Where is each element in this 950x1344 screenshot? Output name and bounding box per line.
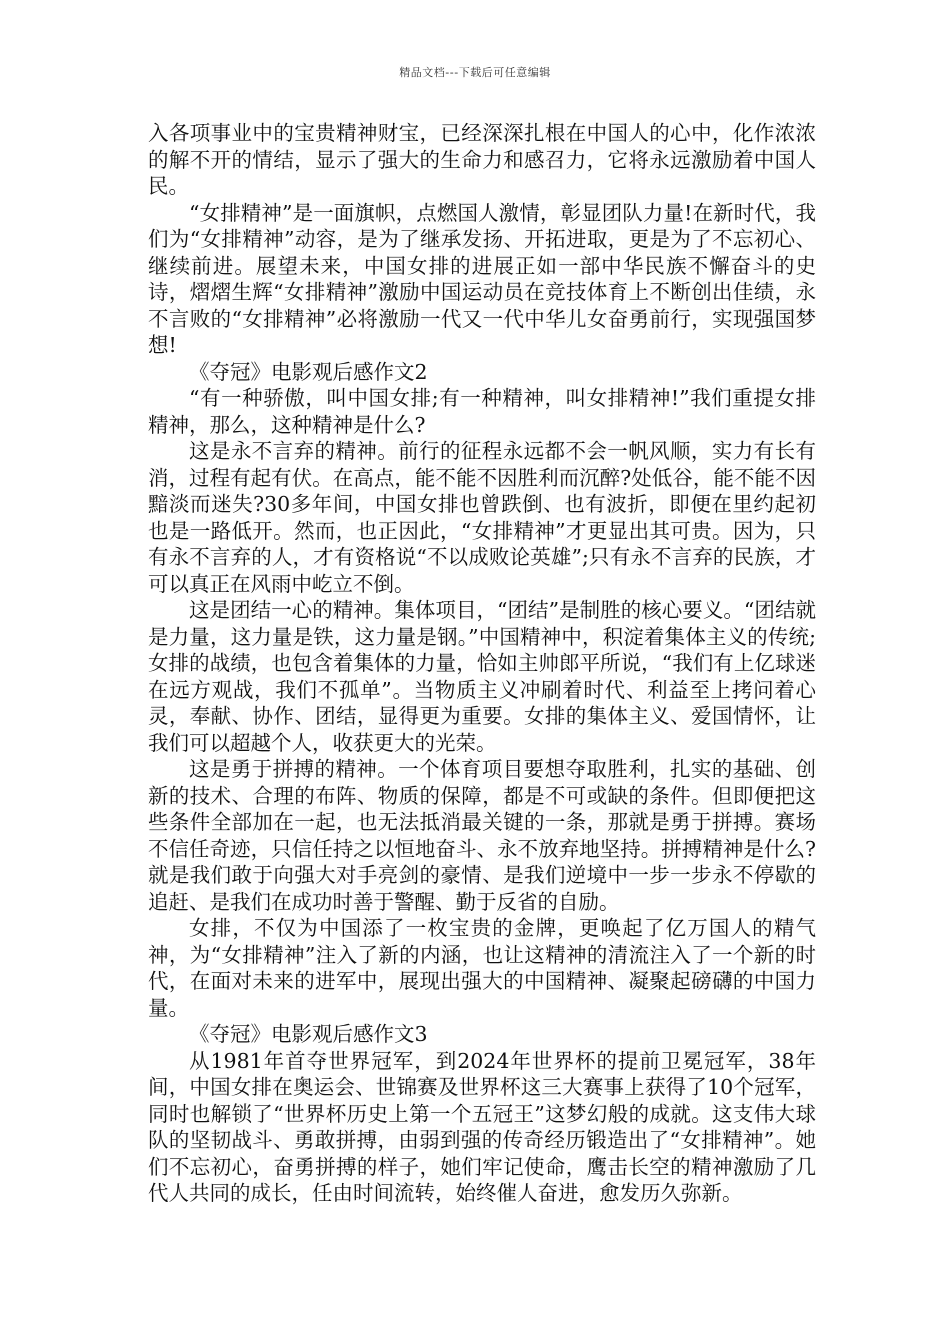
paragraph: 从1981年首夺世界冠军，到2024年世界杯的提前卫冕冠军，38年间，中国女排在奥运会、世锦赛及世界杯这三大赛事上获得了10个冠军，同时也解锁了“世界杯历史上第一个五冠王”这梦幻般的成就。这支伟大球队的坚韧战斗、勇敢拼搏，由弱到强的传奇经历锻造出了“女排精神”。她们不忘初心，奋勇拼搏的样子，她们牢记使命，鹰击长空的精神激励了几代人共同的成长，任由时间流转，始终催人奋进，愈发历久弥新。 — [148, 1048, 816, 1205]
page-header: 精品文档---下载后可任意编辑 — [399, 66, 551, 79]
paragraph: “有一种骄傲，叫中国女排;有一种精神，叫女排精神!”我们重提女排精神，那么，这种精神是什么? — [148, 386, 816, 437]
paragraph: 这是团结一心的精神。集体项目，“团结”是制胜的核心要义。“团结就是力量，这力量是铁，这力量是钢。”中国精神中，积淀着集体主义的传统;女排的战绩，也包含着集体的力量，恰如主帅郎平所说，“我们有上亿球迷在远方观战，我们不孤单”。当物质主义冲刷着时代、利益至上拷问着心灵，奉献、协作、团结，显得更为重要。女排的集体主义、爱国情怀，让我们可以超越个人，收获更大的光荣。 — [148, 598, 816, 755]
paragraph: “女排精神”是一面旗帜，点燃国人激情，彰显团队力量!在新时代，我们为“女排精神”动容，是为了继承发扬、开拓进取，更是为了不忘初心、继续前进。展望未来，中国女排的进展正如一部中华民族不懈奋斗的史诗，熠熠生辉“女排精神”激励中国运动员在竞技体育上不断创出佳绩，永不言败的“女排精神”必将激励一代又一代中华儿女奋勇前行，实现强国梦想! — [148, 200, 816, 357]
paragraph: 这是永不言弃的精神。前行的征程永远都不会一帆风顺，实力有长有消，过程有起有伏。在高点，能不能不因胜利而沉醉?处低谷，能不能不因黯淡而迷失?30多年间，中国女排也曾跌倒、也有波折，即便在里约起初也是一路低开。然而，也正因此，“女排精神”才更显出其可贵。因为，只有永不言弃的人，才有资格说“不以成败论英雄”;只有永不言弃的民族，才可以真正在风雨中屹立不倒。 — [148, 439, 816, 596]
section-heading: 《夺冠》电影观后感作文2 — [189, 359, 428, 384]
document-body — [148, 120, 816, 1207]
paragraph: 这是勇于拼搏的精神。一个体育项目要想夺取胜利，扎实的基础、创新的技术、合理的布阵、物质的保障，都是不可或缺的条件。但即便把这些条件全部加在一起，也无法抵消最关键的一条，那就是勇于拼搏。赛场不信任奇迹，只信任持之以恒地奋斗、永不放弃地坚持。拼搏精神是什么?就是我们敢于向强大对手亮剑的豪情、是我们逆境中一步一步永不停歇的追赶、是我们在成功时善于警醒、勤于反省的自励。 — [148, 757, 816, 914]
paragraph: 入各项事业中的宝贵精神财宝，已经深深扎根在中国人的心中，化作浓浓的解不开的情结，显示了强大的生命力和感召力，它将永远激励着中国人民。 — [148, 121, 816, 198]
paragraph: 女排，不仅为中国添了一枚宝贵的金牌，更唤起了亿万国人的精气神，为“女排精神”注入了新的内涵，也让这精神的清流注入了一个新的时代，在面对未来的进军中，展现出强大的中国精神、凝聚起磅礴的中国力量。 — [148, 916, 816, 1020]
section-heading: 《夺冠》电影观后感作文3 — [189, 1022, 428, 1046]
